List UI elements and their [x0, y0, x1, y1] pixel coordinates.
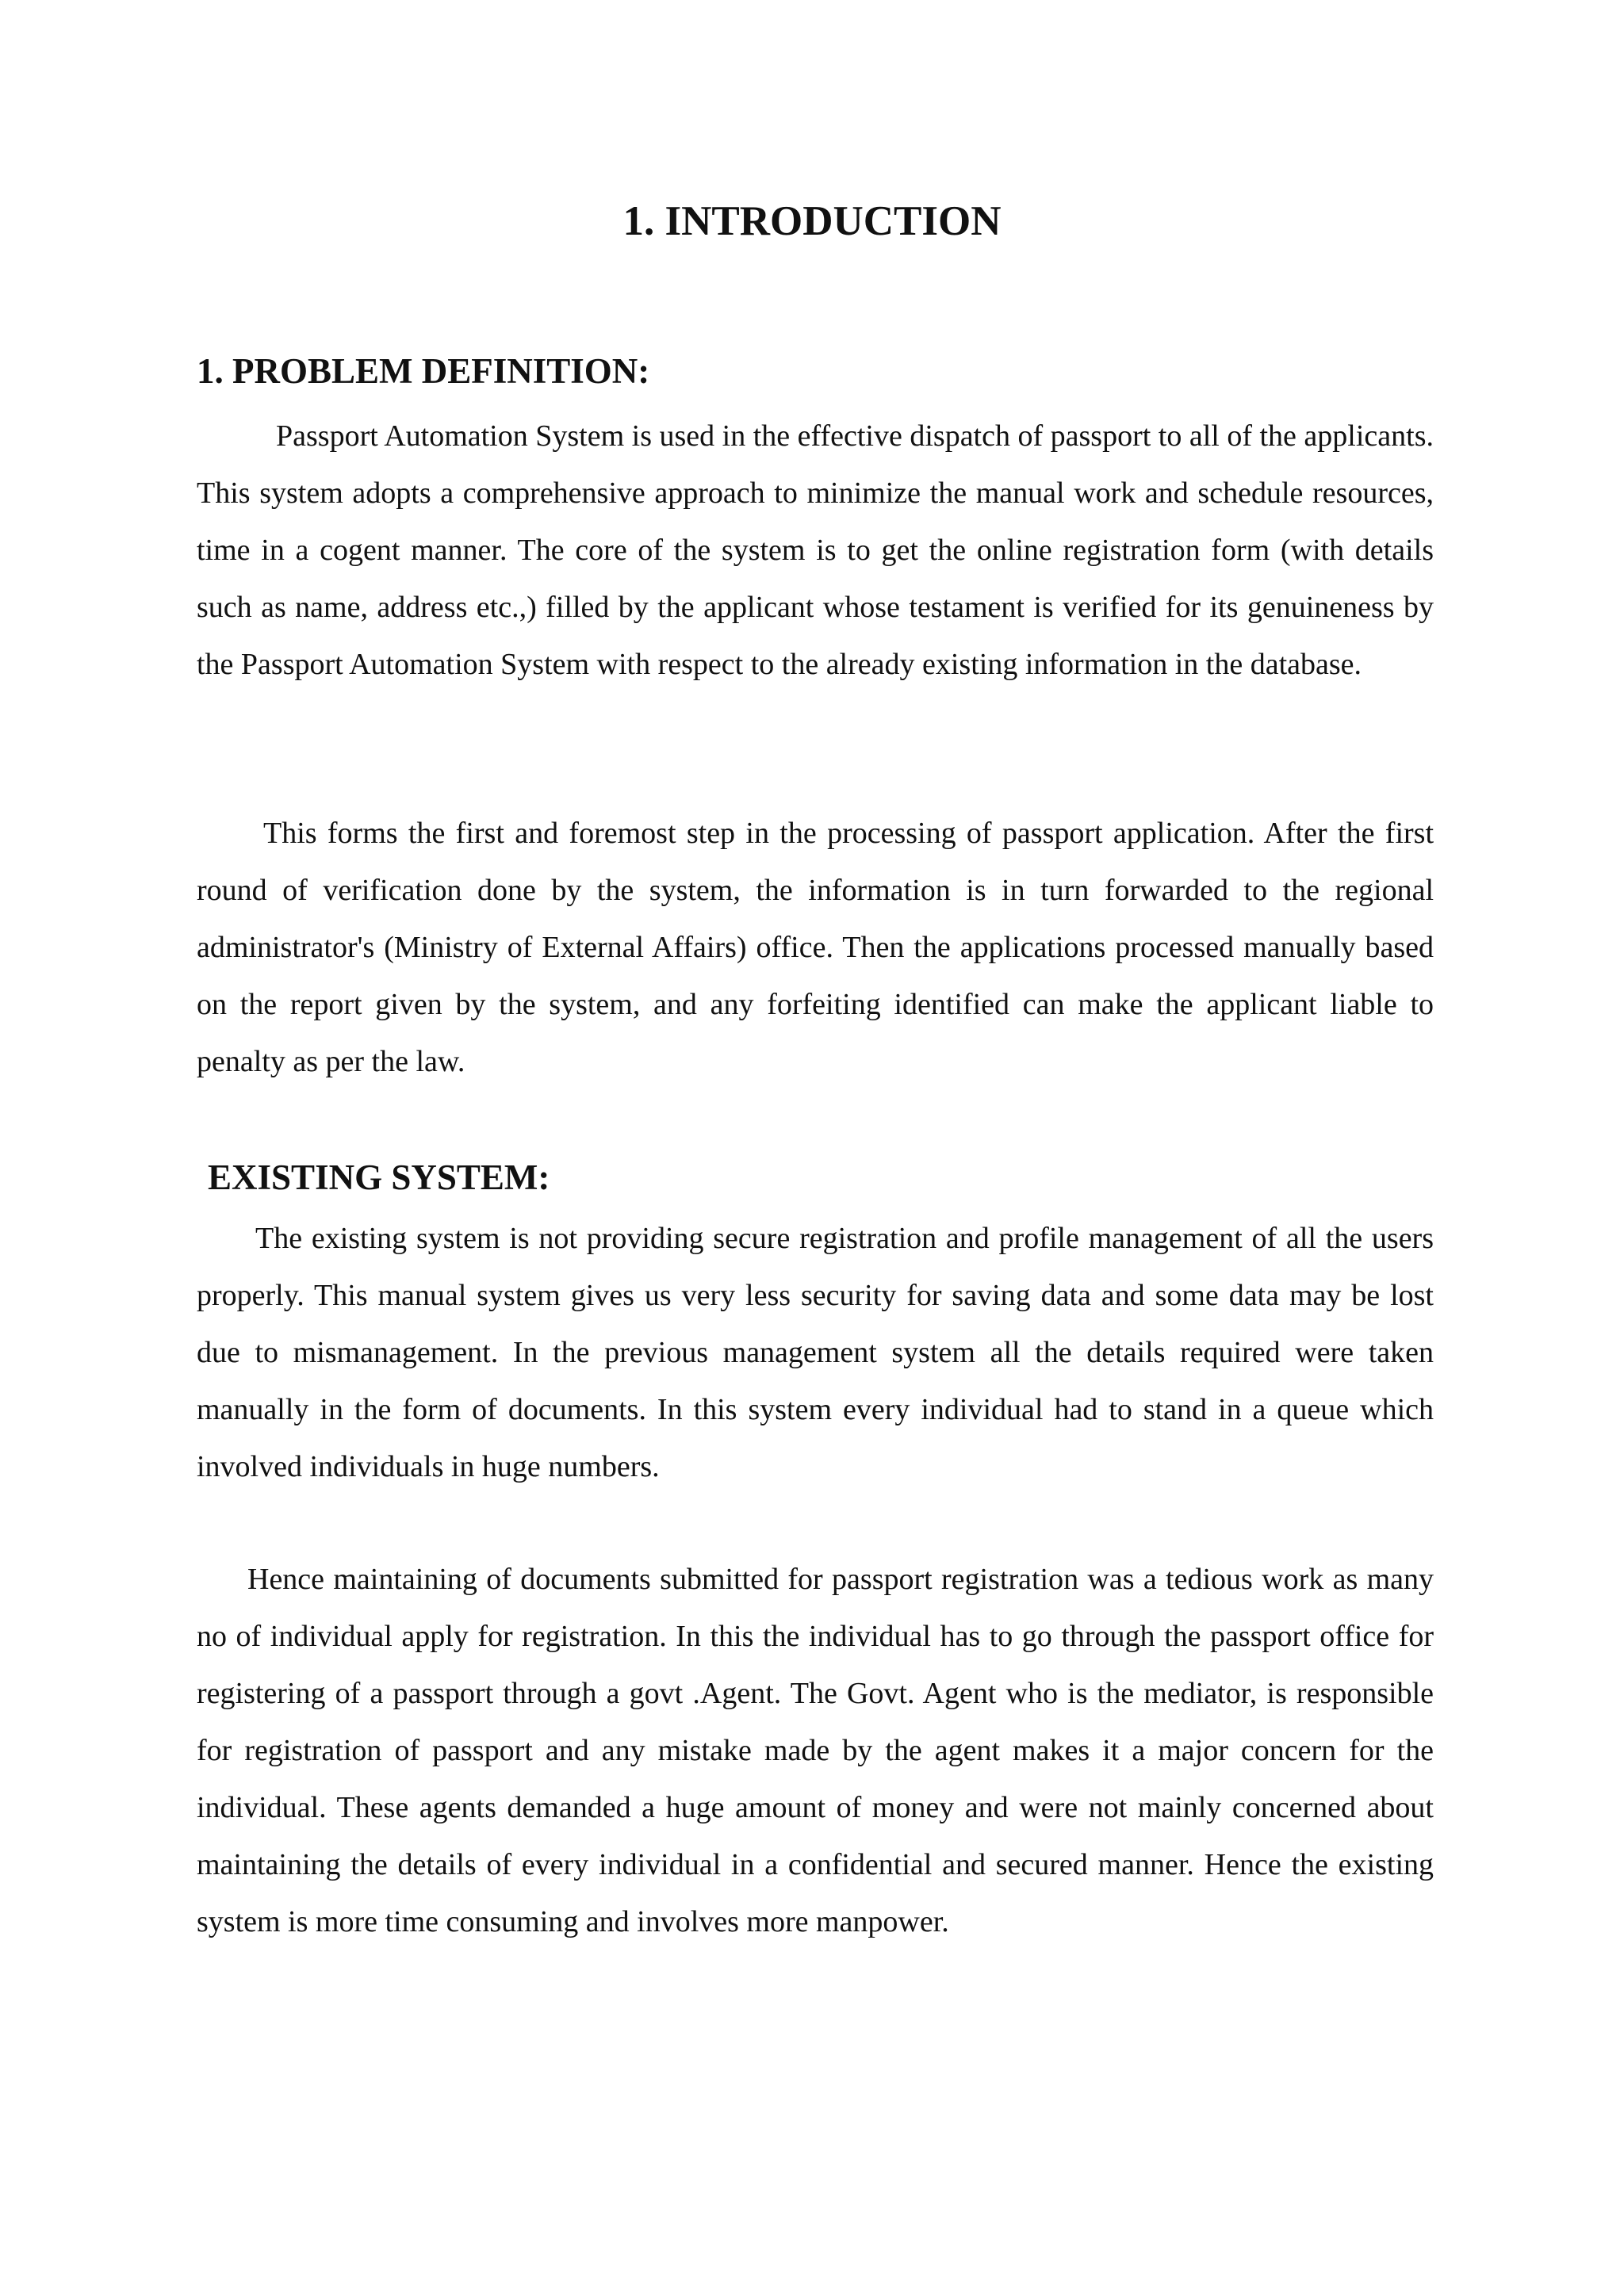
problem-definition-paragraph-2: This forms the first and foremost step in the processing of passport application. After the first round of verification done by the system, the information is in turn forwarded to the regional administrator's (Ministry of External Affairs) office. Then the applications processed manually based on the report given by the system, and any forfeiting identified can make the applicant liable to penalty as per the law. — [197, 817, 1434, 1078]
existing-system-paragraph-1: The existing system is not providing secure registration and profile management of all the users properly. This manual system gives us very less security for saving data and some data may be lost due to mismanagement. In the previous management system all the details required were taken manually in the form of documents. In this system every individual had to stand in a queue which involved individuals in huge numbers. — [197, 1222, 1434, 1483]
existing-system-heading: EXISTING SYSTEM: — [208, 1158, 550, 1197]
page-title: 1. INTRODUCTION — [622, 198, 1002, 244]
existing-system-paragraph-2: Hence maintaining of documents submitted for passport registration was a tedious work as many no of individual apply for registration. In this the individual has to go through the passport office for registering of a passport through a govt .Agent. The Govt. Agent who is the mediator, is responsible for registration of passport and any mistake made by the agent makes it a major concern for the individual. These agents demanded a huge amount of money and were not mainly concerned about maintaining the details of every individual in a confidential and secured manner. Hence the existing system is more time consuming and involves more manpower. — [197, 1563, 1434, 1938]
problem-definition-heading: 1. PROBLEM DEFINITION: — [197, 351, 650, 391]
problem-definition-paragraph-1: Passport Automation System is used in the effective dispatch of passport to all of the applicants. This system adopts a comprehensive approach to minimize the manual work and schedule resources, time in a cogent manner. The core of the system is to get the online registration form (with details such as name, address etc.,) filled by the applicant whose testament is verified for its genuineness by the Passport Automation System with respect to the already existing information in the database. — [197, 419, 1434, 681]
